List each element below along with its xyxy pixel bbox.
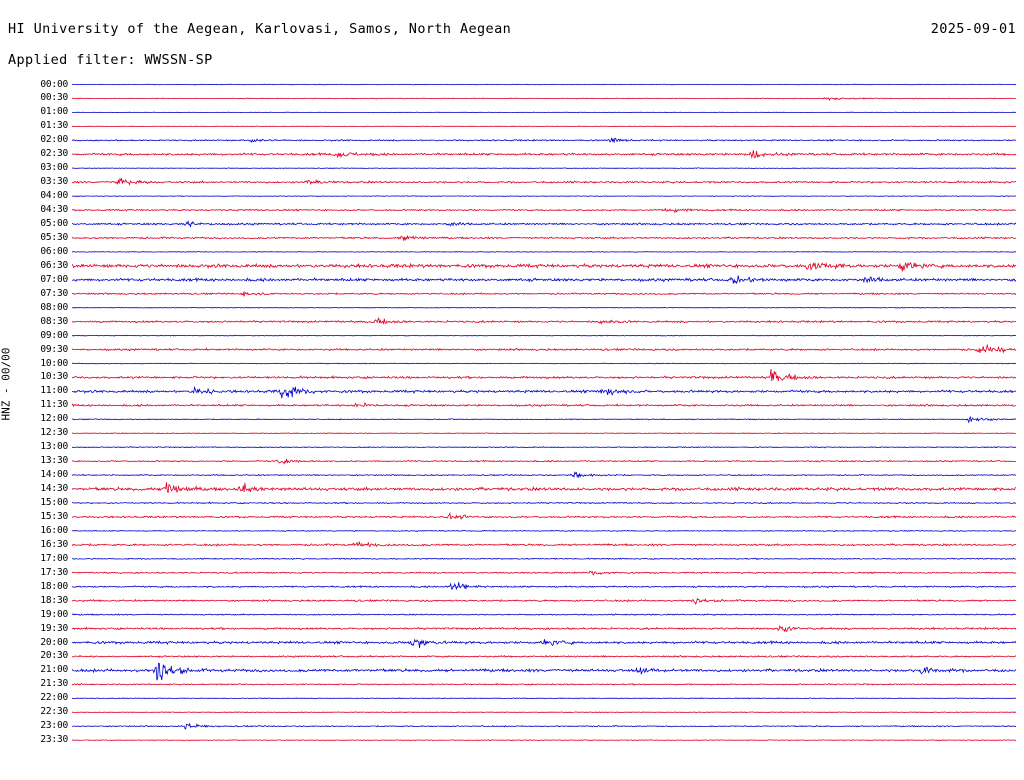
trace-line xyxy=(72,403,1016,407)
time-tick: 17:00 xyxy=(40,552,68,564)
trace-line xyxy=(72,684,1016,686)
time-tick: 04:00 xyxy=(40,190,68,202)
date-label: 2025-09-01 xyxy=(930,21,1016,37)
time-tick: 17:30 xyxy=(40,566,68,578)
time-tick: 06:30 xyxy=(40,259,68,271)
time-tick: 08:30 xyxy=(40,315,68,327)
trace-line xyxy=(72,724,1016,729)
trace-line xyxy=(72,112,1016,113)
time-tick: 19:00 xyxy=(40,608,68,620)
time-tick: 18:30 xyxy=(40,594,68,606)
trace-line xyxy=(72,179,1016,185)
trace-line xyxy=(72,221,1016,227)
trace-line xyxy=(72,542,1016,547)
trace-line xyxy=(72,656,1016,658)
trace-line xyxy=(72,459,1016,464)
time-tick: 03:00 xyxy=(40,162,68,174)
time-tick: 22:30 xyxy=(40,706,68,718)
time-tick: 20:00 xyxy=(40,636,68,648)
time-tick: 06:00 xyxy=(40,245,68,257)
trace-line xyxy=(72,292,1016,296)
trace-line xyxy=(72,582,1016,589)
trace-line xyxy=(72,84,1016,85)
trace-line xyxy=(72,639,1016,648)
time-tick: 13:00 xyxy=(40,441,68,453)
trace-line xyxy=(72,276,1016,284)
time-tick: 02:30 xyxy=(40,148,68,160)
time-tick: 05:00 xyxy=(40,218,68,229)
trace-line xyxy=(72,252,1016,253)
trace-line xyxy=(72,447,1016,448)
trace-line xyxy=(72,417,1016,422)
time-tick: 22:00 xyxy=(40,692,68,704)
time-tick: 07:30 xyxy=(40,287,68,299)
trace-svg xyxy=(72,76,1016,780)
filter-label: Applied filter: WWSSN-SP xyxy=(8,52,213,68)
time-tick: 07:00 xyxy=(40,273,68,285)
trace-line xyxy=(72,335,1016,336)
time-tick: 16:30 xyxy=(40,538,68,550)
time-tick: 00:30 xyxy=(40,92,68,104)
time-tick: 10:00 xyxy=(40,357,68,369)
time-tick: 14:30 xyxy=(40,483,68,495)
trace-line xyxy=(72,98,1016,100)
trace-line xyxy=(72,472,1016,477)
time-tick: 12:00 xyxy=(40,413,68,425)
trace-line xyxy=(72,663,1016,680)
trace-line xyxy=(72,387,1016,398)
time-tick: 09:30 xyxy=(40,343,68,355)
time-tick: 00:00 xyxy=(40,78,68,90)
time-tick: 14:00 xyxy=(40,469,68,481)
helicorder-chart xyxy=(0,76,1024,780)
trace-line xyxy=(72,209,1016,213)
time-tick: 03:30 xyxy=(40,176,68,188)
time-tick: 13:30 xyxy=(40,455,68,467)
trace-line xyxy=(72,698,1016,699)
trace-line xyxy=(72,626,1016,631)
time-tick: 23:00 xyxy=(40,720,68,732)
trace-line xyxy=(72,740,1016,741)
time-tick: 16:00 xyxy=(40,524,68,536)
time-tick: 05:30 xyxy=(40,231,68,243)
chart-header xyxy=(0,0,1024,76)
time-tick: 15:00 xyxy=(40,497,68,508)
time-tick-labels xyxy=(26,76,68,780)
trace-line xyxy=(72,196,1016,197)
trace-plot xyxy=(72,76,1016,780)
trace-line xyxy=(72,571,1016,575)
time-tick: 19:30 xyxy=(40,622,68,634)
trace-line xyxy=(72,345,1016,353)
trace-line xyxy=(72,126,1016,127)
time-tick: 04:30 xyxy=(40,204,68,216)
trace-line xyxy=(72,263,1016,272)
trace-line xyxy=(72,363,1016,364)
time-tick: 18:00 xyxy=(40,580,68,592)
trace-line xyxy=(72,502,1016,504)
time-tick: 20:30 xyxy=(40,650,68,662)
time-tick: 01:00 xyxy=(40,106,68,118)
time-tick: 21:30 xyxy=(40,678,68,690)
trace-line xyxy=(72,369,1016,381)
time-tick: 09:00 xyxy=(40,329,68,341)
trace-line xyxy=(72,530,1016,531)
time-tick: 08:00 xyxy=(40,301,68,313)
time-tick: 21:00 xyxy=(40,664,68,676)
time-tick: 11:30 xyxy=(40,399,68,411)
time-tick: 23:30 xyxy=(40,734,68,746)
trace-line xyxy=(72,513,1016,519)
time-tick: 10:30 xyxy=(40,371,68,383)
time-tick: 02:00 xyxy=(40,134,68,146)
trace-line xyxy=(72,599,1016,604)
trace-line xyxy=(72,482,1016,493)
trace-line xyxy=(72,138,1016,143)
trace-line xyxy=(72,168,1016,169)
trace-line xyxy=(72,318,1016,324)
trace-line xyxy=(72,236,1016,240)
trace-line xyxy=(72,614,1016,616)
time-tick: 11:00 xyxy=(40,385,68,397)
trace-line xyxy=(72,433,1016,434)
y-axis-label: HNZ - 00/00 xyxy=(0,347,13,421)
time-tick: 12:30 xyxy=(40,427,68,439)
trace-line xyxy=(72,307,1016,308)
time-tick: 15:30 xyxy=(40,510,68,522)
page-title: HI University of the Aegean, Karlovasi, Samos, North Aegean xyxy=(8,21,512,37)
trace-line xyxy=(72,712,1016,713)
time-tick: 01:30 xyxy=(40,120,68,132)
trace-line xyxy=(72,558,1016,559)
trace-line xyxy=(72,150,1016,158)
